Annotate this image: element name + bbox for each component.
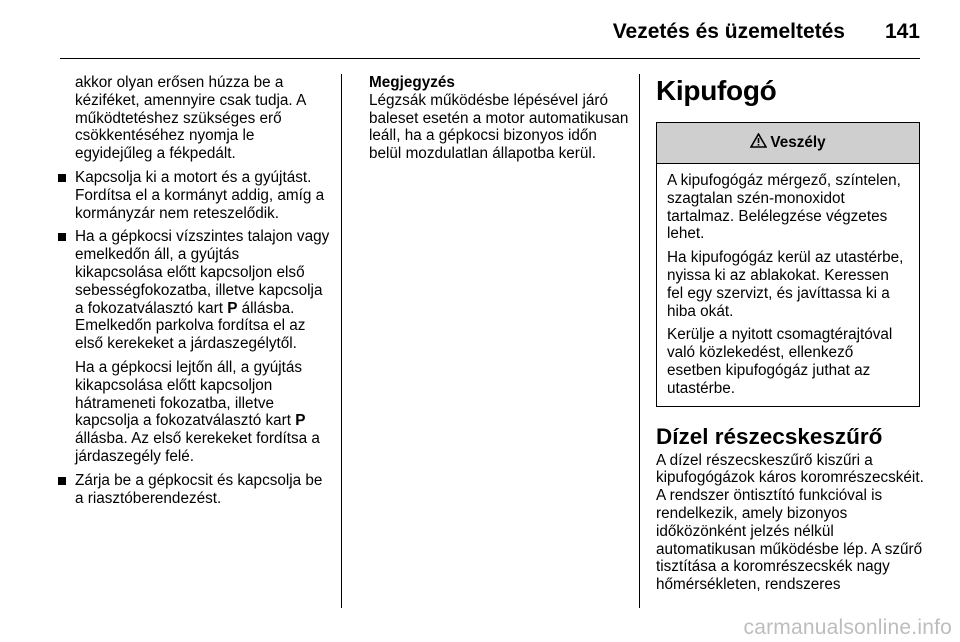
column-divider-1 <box>341 74 342 608</box>
page-header <box>60 16 920 46</box>
column-divider-2 <box>639 74 640 608</box>
list-item <box>54 472 330 508</box>
section-heading: Kipufogó <box>656 75 777 106</box>
column-1 <box>54 74 330 507</box>
list-item <box>54 169 330 222</box>
column-3 <box>656 74 924 594</box>
subsection-body: A dízel részecskeszűrő kiszűri a kipufogógázok káros koromrészecskéit. A rendszer öntisztító funkcióval is rendelkezik, amely bizonyos időközönként jelzés nélkül automatikusan működésbe lép. A szűrő tisztítása a koromrészecskék nagy hőmérsékleten, rendszeres <box>656 451 924 594</box>
danger-title: Veszély <box>770 134 826 152</box>
running-title: Vezetés és üzemeltetés <box>612 20 845 43</box>
page-number: 141 <box>884 20 920 43</box>
list-item-text: Zárja be a gépkocsit és kapcsolja be a riasztóberendezést. <box>75 471 323 507</box>
danger-box <box>656 122 920 407</box>
danger-box-header <box>657 123 919 164</box>
list-item-text: Kapcsolja ki a motort és a gyújtást. Fordítsa el a kormányt addig, amíg a kormányzár nem reteszelődik. <box>75 168 325 222</box>
danger-box-body <box>657 164 919 406</box>
list-item <box>54 228 330 465</box>
column-2 <box>369 74 629 163</box>
note-title: Megjegyzés <box>369 74 455 91</box>
danger-paragraph: Ha kipufogógáz kerül az utastérbe, nyissa ki az ablakokat. Keressen fel egy szervizt, és javíttassa ki a hiba okát. <box>667 249 904 320</box>
intro-paragraph: akkor olyan erősen húzza be a kéziféket, amennyire csak tudja. A működtetéshez szükséges erő csökkentéséhez nyomja le egyidejűleg a fékpedált. <box>75 74 306 163</box>
bullet-square-icon <box>58 477 66 485</box>
sub-text-head: Ha a gépkocsi lejtőn áll, a gyújtás kikapcsolása előtt kapcsoljon hátrameneti fokozatba, illetve kapcsolja a fokozatválasztó kart <box>75 358 303 430</box>
bullet-square-icon <box>58 233 66 241</box>
watermark-text: carmanualsonline.info <box>743 616 952 639</box>
sub-text-tail: állásba. Az első kerekeket fordítsa a járdaszegély felé. <box>75 430 320 465</box>
list-item-text-tail: állásba. Emelkedőn parkolva fordítsa el az első kerekeket a járdaszegélytől. <box>75 299 306 353</box>
header-divider <box>60 58 920 59</box>
gear-position-p: P <box>227 299 238 317</box>
note-text: Légzsák működésbe lépésével járó baleset esetén a motor automatikusan leáll, ha a gépkocsi bizonyos időn belül mozdulatlan állapotba kerül. <box>369 91 629 163</box>
gear-position-p: P <box>295 412 306 430</box>
warning-triangle-icon <box>750 133 767 153</box>
bullet-square-icon <box>58 174 66 182</box>
subsection-heading: Dízel részecskeszűrő <box>656 423 883 449</box>
danger-paragraph: A kipufogógáz mérgező, színtelen, szagtalan szén-monoxidot tartalmaz. Belélegzése végzetes lehet. <box>667 172 901 243</box>
danger-paragraph: Kerülje a nyitott csomagtérajtóval való közlekedést, ellenkező esetben kipufogógáz juthat az utastérbe. <box>667 326 893 397</box>
list-item-text-head: Ha a gépkocsi vízszintes talajon vagy emelkedőn áll, a gyújtás kikapcsolása előtt kapcsoljon első sebességfokozatba, illetve kapcsolja a fokozatválasztó kart <box>75 228 330 317</box>
list-item-subparagraph <box>75 359 330 466</box>
list-item-text <box>75 228 330 353</box>
